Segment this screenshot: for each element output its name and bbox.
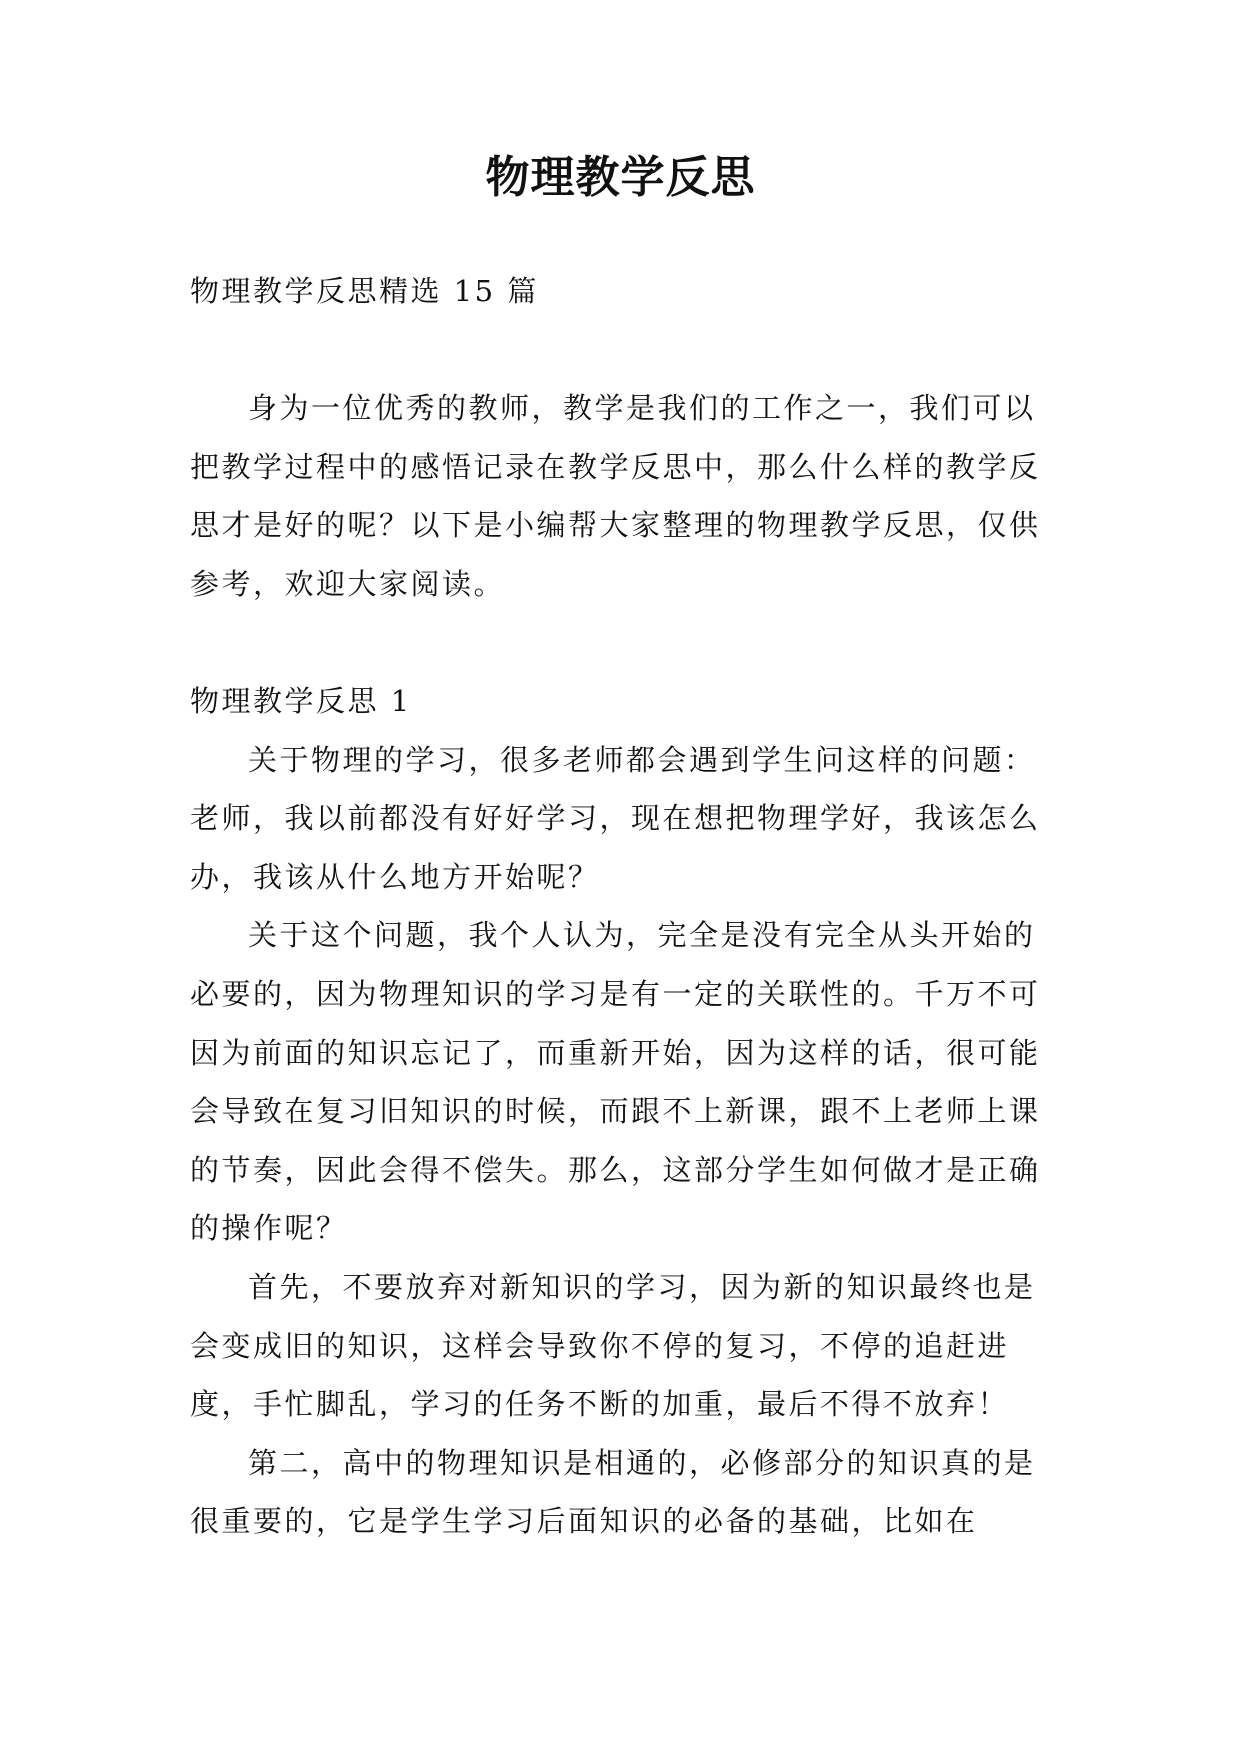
section-heading: 物理教学反思 1 (190, 683, 412, 718)
body-paragraph: 关于这个问题，我个人认为，完全是没有完全从头开始的必要的，因为物理知识的学习是有一定的关联性的。千万不可因为前面的知识忘记了，而重新开始，因为这样的话，很可能会导致在复习旧知识的时候，而跟不上新课，跟不上老师上课的节奏，因此会得不偿失。那么，这部分学生如何做才是正确的操作呢？ (190, 918, 1041, 1246)
document-title: 物理教学反思 (485, 152, 756, 203)
body-paragraph: 第二，高中的物理知识是相通的，必修部分的知识真的是很重要的，它是学生学习后面知识的必备的基础，比如在 (190, 1445, 1036, 1539)
document-body (190, 262, 1056, 1551)
body-paragraph: 关于物理的学习，很多老师都会遇到学生问这样的问题：老师，我以前都没有好好学习，现在想把物理学好，我该怎么办，我该从什么地方开始呢？ (190, 742, 1041, 894)
document-subtitle: 物理教学反思精选 15 篇 (190, 274, 539, 308)
body-paragraph: 首先，不要放弃对新知识的学习，因为新的知识最终也是会变成旧的知识，这样会导致你不停的复习，不停的追赶进度，手忙脚乱，学习的任务不断的加重，最后不得不放弃！ (190, 1269, 1036, 1422)
intro-paragraph: 身为一位优秀的教师，教学是我们的工作之一，我们可以把教学过程中的感悟记录在教学反思中，那么什么样的教学反思才是好的呢？以下是小编帮大家整理的物理教学反思，仅供参考，欢迎大家阅读。 (190, 391, 1041, 601)
